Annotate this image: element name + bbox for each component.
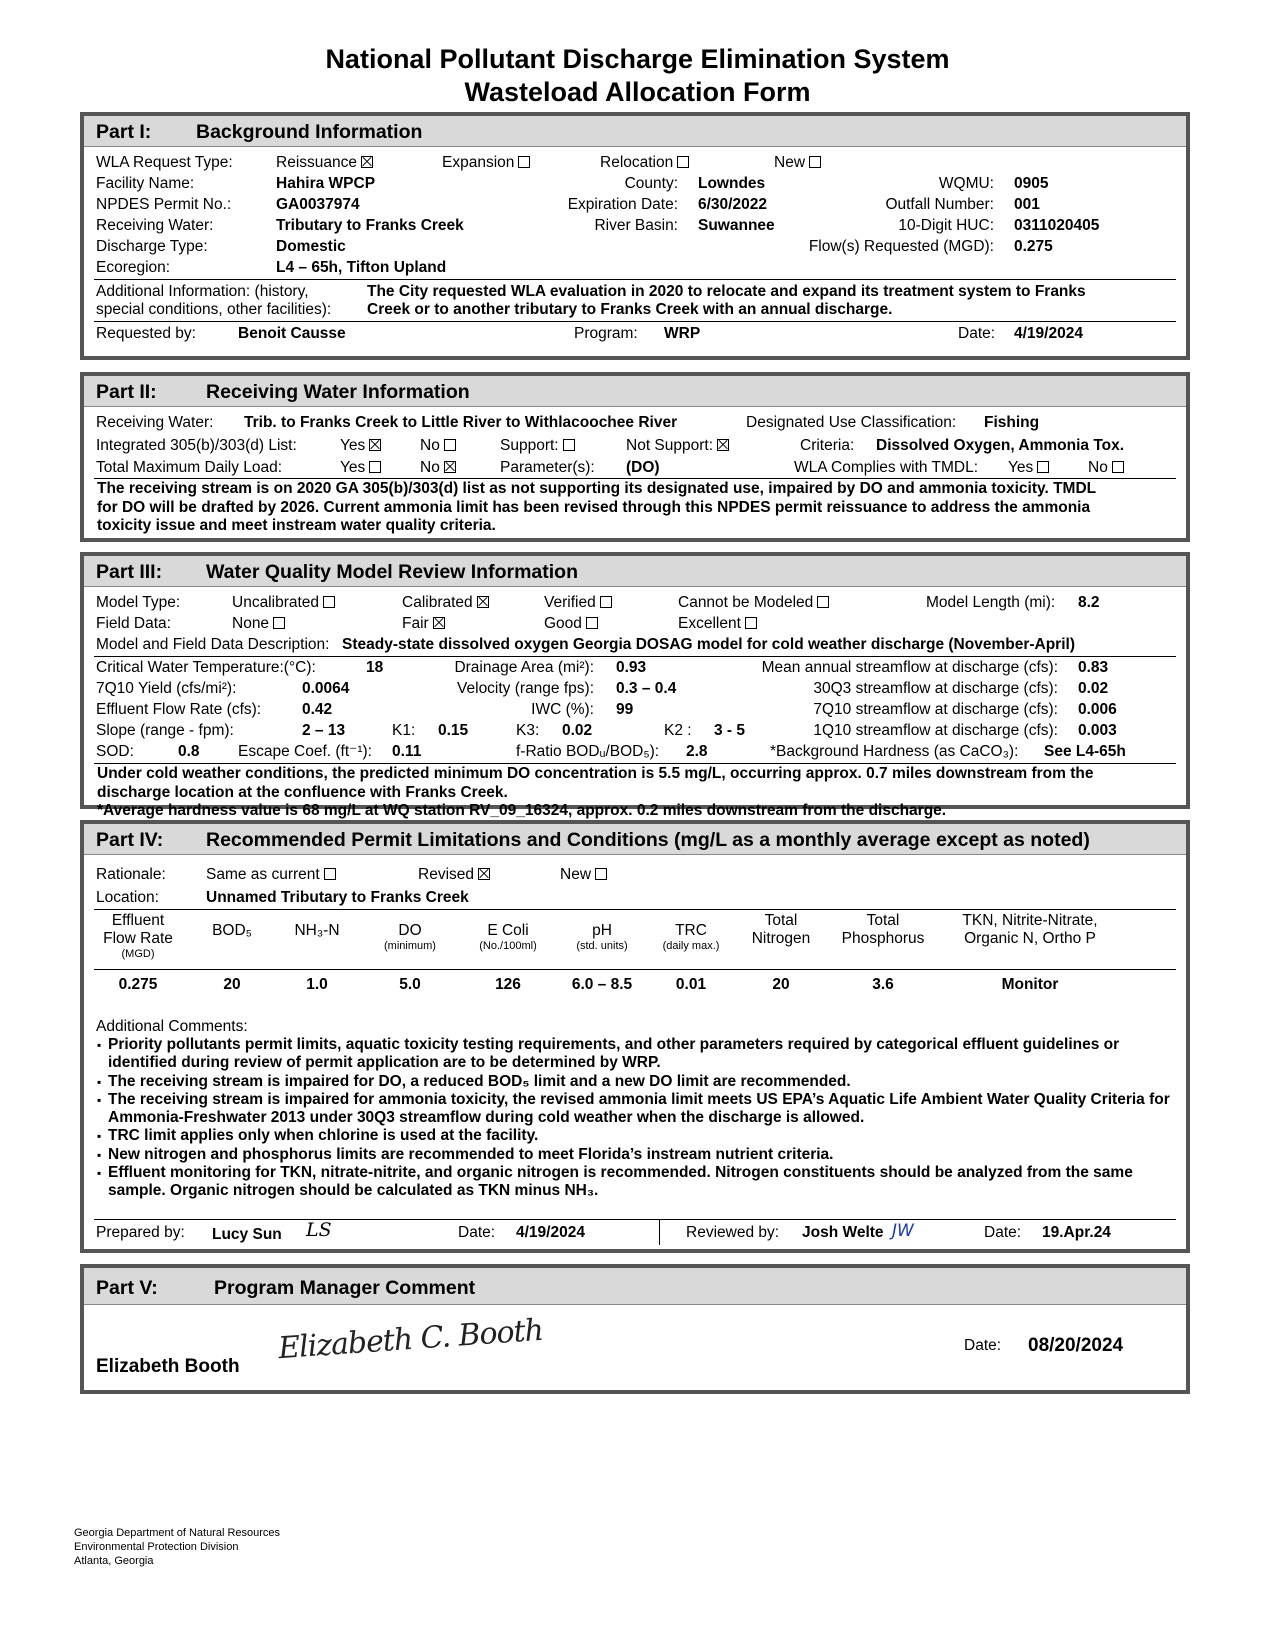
part-label: Part IV: — [96, 829, 164, 851]
drainage-area: 0.93 — [616, 659, 647, 676]
part-3-note: Under cold weather conditions, the predicted minimum DO concentration is 5.5 mg/L, occurring approx. 0.7 miles downstream from the discharge location at the confluence with Franks Creek. *Average hardness value is 68 mg/L at WQ station RV_09_16324, approx. 0.2 miles downstream from the discharge. — [97, 765, 1094, 819]
field-label: Date: — [958, 325, 996, 342]
expiration-date: 6/30/2022 — [698, 196, 767, 213]
comment-item: ▪ The receiving stream is impaired for ammonia toxicity, the revised ammonia limit meets US EPA’s Aquatic Life Ambient Water Quality Criteria for Ammonia-Freshwater 2013 under 30Q3 streamflow during cold weather when the discharge is allowed. — [108, 1091, 1174, 1128]
part-label: Part I: — [96, 121, 152, 143]
field-label: NPDES Permit No.: — [96, 196, 232, 213]
uncalibrated-option[interactable]: Uncalibrated — [232, 594, 335, 612]
comment-item: ▪ Effluent monitoring for TKN, nitrate-nitrite, and organic nitrogen is recommended. Nitrogen constituents should be analyzed from the same sample. Organic nitrogen should be calculated as TKN minus NH₃. — [108, 1164, 1174, 1201]
complies-no-option[interactable]: No — [1088, 459, 1124, 477]
list-no-option[interactable]: No — [420, 437, 456, 455]
footer-agency: Georgia Department of Natural Resources Environmental Protection Division Atlanta, Georgia — [74, 1527, 281, 1567]
limits-column-value: Monitor — [1001, 976, 1059, 993]
cannot-model-option[interactable]: Cannot be Modeled — [678, 594, 829, 612]
k2-value: 3 - 5 — [714, 722, 746, 739]
velocity-range: 0.3 – 0.4 — [616, 680, 677, 697]
complies-yes-option[interactable]: Yes — [1008, 459, 1049, 477]
field-label: Parameter(s): — [500, 459, 595, 476]
manager-signature: Elizabeth C. Booth — [277, 1312, 545, 1367]
additional-info: The City requested WLA evaluation in 2020 to relocate and expand its treatment system to Franks — [367, 283, 1086, 300]
field-label: Receiving Water: — [96, 414, 214, 431]
field-label: special conditions, other facilities): — [96, 301, 332, 318]
field-label: Requested by: — [96, 325, 196, 342]
field-label: Outfall Number: — [885, 196, 994, 213]
excellent-option[interactable]: Excellent — [678, 615, 757, 633]
field-label: Additional Comments: — [96, 1018, 248, 1035]
7q10-streamflow: 0.006 — [1078, 701, 1117, 718]
field-label: River Basin: — [594, 217, 678, 234]
checkbox[interactable] — [586, 617, 598, 629]
good-option[interactable]: Good — [544, 615, 598, 633]
part-5-section — [80, 1264, 1190, 1394]
field-label: K2 : — [664, 722, 692, 739]
field-label: Integrated 305(b)/303(d) List: — [96, 437, 297, 454]
part-1-header — [84, 116, 1186, 147]
request-date: 4/19/2024 — [1014, 325, 1083, 342]
form-subtitle: Wasteload Allocation Form — [464, 77, 811, 107]
limits-column-header: E Coli (No./100ml) — [479, 922, 537, 952]
checkbox[interactable] — [369, 461, 381, 473]
limits-column-header: NH₃-N — [294, 922, 340, 939]
field-label: Total Maximum Daily Load: — [96, 459, 283, 476]
field-label: Reviewed by: — [686, 1224, 780, 1241]
county-value: Lowndes — [698, 175, 766, 192]
field-label: Date: — [964, 1337, 1002, 1354]
comment-item: ▪ The receiving stream is impaired for DO, a reduced BOD₅ limit and a new DO limit are recommended. — [108, 1073, 1174, 1091]
checkbox-checked[interactable] — [477, 596, 489, 608]
part-label: Part II: — [96, 381, 157, 403]
limits-column-header: Total Phosphorus — [841, 912, 925, 947]
program-value: WRP — [664, 325, 701, 342]
escape-coefficient: 0.11 — [392, 743, 422, 760]
checkbox-checked[interactable] — [369, 439, 381, 451]
not-support-option[interactable]: Not Support: — [626, 437, 729, 455]
additional-info: Creek or to another tributary to Franks Creek with an annual discharge. — [367, 301, 893, 318]
limits-column-value: 6.0 – 8.5 — [571, 976, 633, 993]
field-label: Slope (range - fpm): — [96, 722, 234, 739]
field-label: Prepared by: — [96, 1224, 185, 1241]
checkbox[interactable] — [444, 439, 456, 451]
limits-column-value: 126 — [495, 976, 521, 993]
limits-column-value: 20 — [772, 976, 790, 993]
checkbox[interactable] — [817, 596, 829, 608]
field-label: Model Length (mi): — [926, 594, 1056, 611]
wqmu-value: 0905 — [1014, 175, 1049, 192]
part-2-header — [84, 376, 1186, 407]
field-label: 10-Digit HUC: — [898, 217, 994, 234]
reviewed-date: 19.Apr.24 — [1042, 1224, 1111, 1241]
receiving-water: Tributary to Franks Creek — [276, 217, 464, 234]
mean-streamflow: 0.83 — [1078, 659, 1109, 676]
program-manager-name: Elizabeth Booth — [96, 1356, 240, 1377]
limits-column-value: 0.01 — [675, 976, 707, 993]
checkbox[interactable] — [1037, 461, 1049, 473]
checkbox-checked[interactable] — [444, 461, 456, 473]
limits-column-header: DO (minimum) — [384, 922, 436, 952]
comment-item: ▪ Priority pollutants permit limits, aquatic toxicity testing requirements, and other parameters required by categorical effluent guidelines or identified during review of permit application are to be determined by WRP. — [108, 1036, 1174, 1073]
part-title: Receiving Water Information — [206, 381, 470, 403]
tmdl-no-option[interactable]: No — [420, 459, 456, 477]
field-label: f-Ratio BODᵤ/BOD₅): — [516, 743, 660, 760]
designated-use: Fishing — [984, 414, 1040, 431]
model-length: 8.2 — [1078, 594, 1100, 611]
criteria-value: Dissolved Oxygen, Ammonia Tox. — [876, 437, 1125, 454]
field-label: SOD: — [96, 743, 134, 760]
field-label: WQMU: — [938, 175, 994, 192]
checkbox[interactable] — [273, 617, 285, 629]
field-label: 30Q3 streamflow at discharge (cfs): — [813, 680, 1058, 697]
comment-item: ▪ TRC limit applies only when chlorine is used at the facility. — [108, 1127, 1174, 1145]
support-option[interactable]: Support: — [500, 437, 575, 455]
field-label: Additional Information: (history, — [96, 283, 309, 300]
checkbox[interactable] — [595, 868, 607, 880]
field-label: Field Data: — [96, 615, 171, 632]
field-label: Criteria: — [800, 437, 855, 454]
field-label: Model Type: — [96, 594, 181, 611]
ecoregion: L4 – 65h, Tifton Upland — [276, 259, 447, 276]
limits-column-header: TRC (daily max.) — [662, 922, 720, 952]
field-label: Expiration Date: — [567, 196, 678, 213]
part-title: Program Manager Comment — [214, 1277, 476, 1299]
part-title: Recommended Permit Limitations and Conditions (mg/L as a monthly average except as noted) — [206, 829, 1090, 851]
limits-column-value: 0.275 — [118, 976, 158, 993]
k3-value: 0.02 — [562, 722, 593, 739]
effluent-flow-rate: 0.42 — [302, 701, 333, 718]
permit-number: GA0037974 — [276, 196, 360, 213]
reviewed-by: Josh Welte — [802, 1224, 884, 1241]
critical-temperature: 18 — [366, 659, 384, 676]
checkbox[interactable] — [1112, 461, 1124, 473]
field-label: Location: — [96, 889, 159, 906]
background-hardness: See L4-65h — [1044, 743, 1126, 760]
limits-column-header: Total Nitrogen — [751, 912, 811, 947]
part-title: Water Quality Model Review Information — [206, 561, 578, 583]
field-label: County: — [624, 175, 678, 192]
comments-list — [94, 1036, 1174, 1201]
field-label: Rationale: — [96, 866, 166, 883]
part-1-section — [80, 112, 1190, 360]
form-title: National Pollutant Discharge Elimination System — [325, 44, 950, 74]
field-label: Date: — [984, 1224, 1022, 1241]
location-value: Unnamed Tributary to Franks Creek — [206, 889, 469, 906]
checkbox[interactable] — [323, 596, 335, 608]
field-label: WLA Complies with TMDL: — [794, 459, 979, 476]
part-4-section — [80, 820, 1190, 1253]
checkbox[interactable] — [324, 868, 336, 880]
limits-column-value: 20 — [223, 976, 241, 993]
part-5-header — [84, 1268, 1186, 1305]
limits-column-header: BOD₅ — [212, 922, 252, 939]
tmdl-yes-option[interactable]: Yes — [340, 459, 381, 477]
checkbox[interactable] — [745, 617, 757, 629]
outfall-number: 001 — [1014, 196, 1040, 213]
same-as-current-option[interactable]: Same as current — [206, 866, 336, 884]
f-ratio: 2.8 — [686, 743, 708, 760]
field-label: Mean annual streamflow at discharge (cfs): — [761, 659, 1058, 676]
checkbox-checked[interactable] — [361, 156, 373, 168]
field-label: IWC (%): — [531, 701, 594, 718]
huc-value: 0311020405 — [1014, 217, 1100, 234]
field-label: 1Q10 streamflow at discharge (cfs): — [813, 722, 1058, 739]
reissuance-option[interactable]: Reissuance — [276, 154, 373, 172]
field-label: Flow(s) Requested (MGD): — [808, 238, 994, 255]
part-title: Background Information — [196, 121, 423, 143]
new-option[interactable]: New — [560, 866, 607, 884]
prepared-date: 4/19/2024 — [516, 1224, 585, 1241]
reviewer-initials: JW — [892, 1221, 914, 1241]
limits-column-header: pH (std. units) — [576, 922, 628, 952]
field-label: Critical Water Temperature:(°C): — [96, 659, 316, 676]
expansion-option[interactable]: Expansion — [442, 154, 530, 172]
river-basin: Suwannee — [698, 217, 775, 234]
1q10-streamflow: 0.003 — [1078, 722, 1117, 739]
field-label: Effluent Flow Rate (cfs): — [96, 701, 262, 718]
sod-value: 0.8 — [178, 743, 200, 760]
field-label: Velocity (range fps): — [457, 680, 594, 697]
revised-option[interactable]: Revised — [418, 866, 490, 884]
relocation-option[interactable]: Relocation — [600, 154, 689, 172]
field-label: K3: — [516, 722, 540, 739]
discharge-type: Domestic — [276, 238, 346, 255]
calibrated-option[interactable]: Calibrated — [402, 594, 489, 612]
limits-column-header: Effluent Flow Rate (MGD) — [103, 912, 173, 960]
checkbox-checked[interactable] — [433, 617, 445, 629]
limits-column-value: 1.0 — [306, 976, 328, 993]
checkbox-checked[interactable] — [478, 868, 490, 880]
list-yes-option[interactable]: Yes — [340, 437, 381, 455]
limits-column-header: TKN, Nitrite-Nitrate, Organic N, Ortho P — [962, 912, 1098, 947]
iwc-value: 99 — [616, 701, 634, 718]
part-3-header — [84, 556, 1186, 587]
verified-option[interactable]: Verified — [544, 594, 612, 612]
slope-range: 2 – 13 — [302, 722, 346, 739]
field-label: Ecoregion: — [96, 259, 171, 276]
part-2-section — [80, 372, 1190, 542]
checkbox[interactable] — [600, 596, 612, 608]
checkbox[interactable] — [677, 156, 689, 168]
7q10-yield: 0.0064 — [302, 680, 350, 697]
checkbox[interactable] — [809, 156, 821, 168]
field-label: *Background Hardness (as CaCO₃): — [770, 743, 1019, 760]
part-3-section — [80, 552, 1190, 819]
new-option[interactable]: New — [774, 154, 821, 172]
field-label: 7Q10 streamflow at discharge (cfs): — [813, 701, 1058, 718]
prepared-initials: LS — [306, 1219, 332, 1241]
limits-column-value: 5.0 — [399, 976, 421, 993]
checkbox-checked[interactable] — [717, 439, 729, 451]
field-label: 7Q10 Yield (cfs/mi²): — [96, 680, 237, 697]
receiving-water-path: Trib. to Franks Creek to Little River to Withlacoochee River — [244, 414, 678, 431]
field-label: Discharge Type: — [96, 238, 208, 255]
field-label: Designated Use Classification: — [746, 414, 957, 431]
prepared-by: Lucy Sun — [212, 1226, 282, 1243]
part-label: Part III: — [96, 561, 163, 583]
30q3-streamflow: 0.02 — [1078, 680, 1109, 697]
part-2-note: The receiving stream is on 2020 GA 305(b)/303(d) list as not supporting its designated use, impaired by DO and ammonia toxicity. TMDL for DO will be drafted by 2026. Current ammonia limit has been revised through this NPDES permit reissuance to address the ammonia toxicity issue and meet instream water quality criteria. — [97, 480, 1097, 534]
limits-column-value: 3.6 — [872, 976, 894, 993]
field-label: WLA Request Type: — [96, 154, 233, 171]
field-label: Drainage Area (mi²): — [454, 659, 594, 676]
field-label: Facility Name: — [96, 175, 195, 192]
checkbox[interactable] — [518, 156, 530, 168]
parameters-value: (DO) — [626, 459, 660, 476]
part-4-header — [84, 824, 1186, 855]
field-label: Escape Coef. (ft⁻¹): — [238, 743, 372, 760]
field-label: K1: — [392, 722, 416, 739]
fair-option[interactable]: Fair — [402, 615, 445, 633]
k1-value: 0.15 — [438, 722, 469, 739]
field-label: Date: — [458, 1224, 496, 1241]
manager-date: 08/20/2024 — [1028, 1335, 1124, 1356]
model-description: Steady-state dissolved oxygen Georgia DOSAG model for cold weather discharge (November-April) — [342, 636, 1075, 653]
checkbox[interactable] — [563, 439, 575, 451]
part-label: Part V: — [96, 1277, 158, 1299]
comment-item: ▪ New nitrogen and phosphorus limits are recommended to meet Florida’s instream nutrient criteria. — [108, 1146, 1174, 1164]
facility-name: Hahira WPCP — [276, 175, 376, 192]
field-label: Program: — [574, 325, 638, 342]
field-label: Receiving Water: — [96, 217, 214, 234]
requested-by: Benoit Causse — [238, 325, 346, 342]
flow-requested: 0.275 — [1014, 238, 1053, 255]
field-label: Model and Field Data Description: — [96, 636, 330, 653]
none-option[interactable]: None — [232, 615, 285, 633]
